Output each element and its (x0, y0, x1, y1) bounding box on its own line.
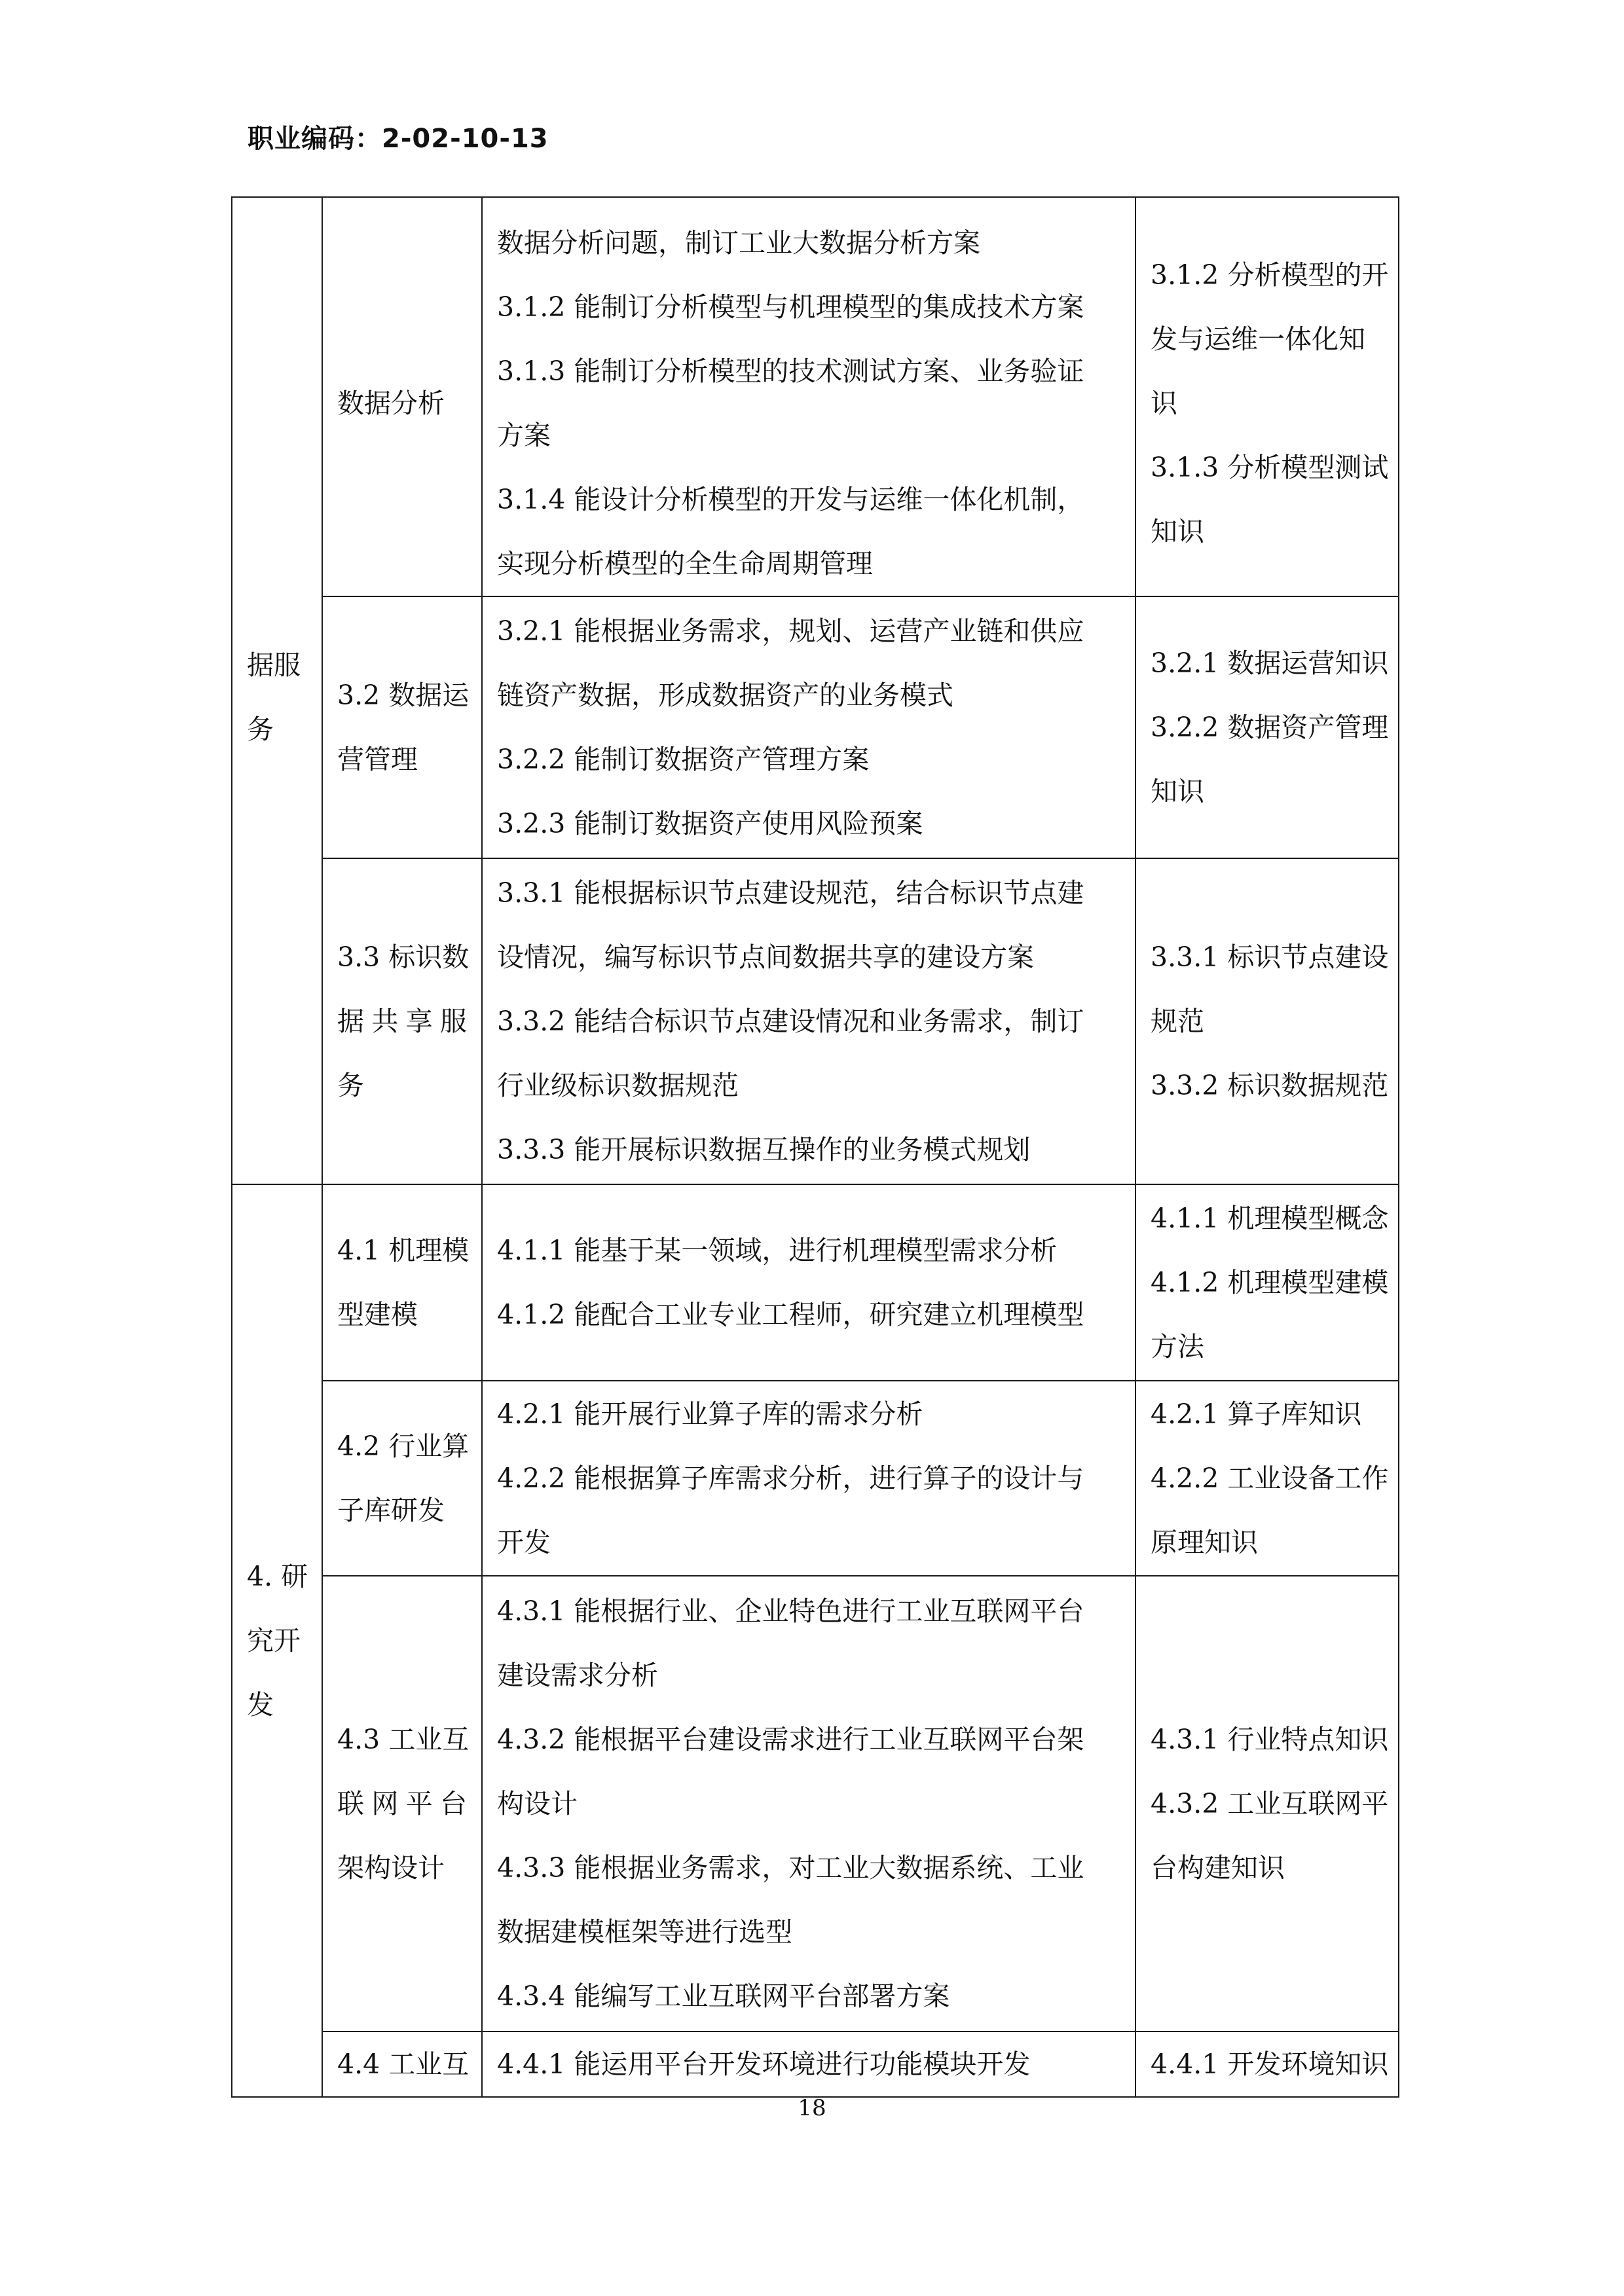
table-row (232, 197, 1399, 596)
knowledge-cell: 3.3.1 标识节点建设 规范 3.3.2 标识数据规范 (1135, 858, 1399, 1184)
knowledge-cell: 3.1.2 分析模型的开 发与运维一体化知 识 3.1.3 分析模型测试 知识 (1135, 197, 1399, 596)
occupation-code: 职业编码：2-02-10-13 (248, 124, 549, 154)
table-row (232, 1381, 1399, 1576)
skills-table (231, 196, 1399, 2098)
module-cell: 4.2 行业算 子库研发 (322, 1381, 482, 1576)
table-row (232, 2032, 1399, 2097)
module-cell: 4.3 工业互 联网平台 架构设计 (322, 1576, 482, 2032)
skills-cell: 3.2.1 能根据业务需求，规划、运营产业链和供应 链资产数据，形成数据资产的业务模式 3.2.2 能制订数据资产管理方案 3.2.3 能制订数据资产使用风险预案 (482, 596, 1135, 858)
knowledge-cell: 3.2.1 数据运营知识 3.2.2 数据资产管理 知识 (1135, 596, 1399, 858)
module-cell: 4.4 工业互 (322, 2032, 482, 2097)
skills-cell: 4.1.1 能基于某一领域，进行机理模型需求分析 4.1.2 能配合工业专业工程师，研究建立机理模型 (482, 1184, 1135, 1381)
module-cell: 4.1 机理模 型建模 (322, 1184, 482, 1381)
page-number: 18 (798, 2095, 826, 2121)
knowledge-cell: 4.3.1 行业特点知识 4.3.2 工业互联网平 台构建知识 (1135, 1576, 1399, 2032)
group-label-research: 4. 研 究开 发 (232, 1184, 322, 2097)
module-cell: 3.2 数据运 营管理 (322, 596, 482, 858)
skills-cell: 4.3.1 能根据行业、企业特色进行工业互联网平台 建设需求分析 4.3.2 能根据平台建设需求进行工业互联网平台架 构设计 4.3.3 能根据业务需求，对工业大数据系统、工业 数据建模框架等进行选型 4.3.4 能编写工业互联网平台部署方案 (482, 1576, 1135, 2032)
knowledge-cell: 4.1.1 机理模型概念 4.1.2 机理模型建模 方法 (1135, 1184, 1399, 1381)
knowledge-cell: 4.4.1 开发环境知识 (1135, 2032, 1399, 2097)
table-row (232, 1576, 1399, 2032)
table-row (232, 858, 1399, 1184)
skills-cell: 4.2.1 能开展行业算子库的需求分析 4.2.2 能根据算子库需求分析，进行算子的设计与 开发 (482, 1381, 1135, 1576)
table-row (232, 1184, 1399, 1381)
module-cell: 3.3 标识数 据共享服 务 (322, 858, 482, 1184)
skills-cell: 3.3.1 能根据标识节点建设规范，结合标识节点建 设情况，编写标识节点间数据共享的建设方案 3.3.2 能结合标识节点建设情况和业务需求，制订 行业级标识数据规范 3.3.3 能开展标识数据互操作的业务模式规划 (482, 858, 1135, 1184)
module-cell: 数据分析 (322, 197, 482, 596)
knowledge-cell: 4.2.1 算子库知识 4.2.2 工业设备工作 原理知识 (1135, 1381, 1399, 1576)
skills-cell: 4.4.1 能运用平台开发环境进行功能模块开发 (482, 2032, 1135, 2097)
skills-cell: 数据分析问题，制订工业大数据分析方案 3.1.2 能制订分析模型与机理模型的集成技术方案 3.1.3 能制订分析模型的技术测试方案、业务验证 方案 3.1.4 能设计分析模型的开发与运维一体化机制， 实现分析模型的全生命周期管理 (482, 197, 1135, 596)
group-label-data-service: 据服 务 (232, 197, 322, 1184)
table-row (232, 596, 1399, 858)
